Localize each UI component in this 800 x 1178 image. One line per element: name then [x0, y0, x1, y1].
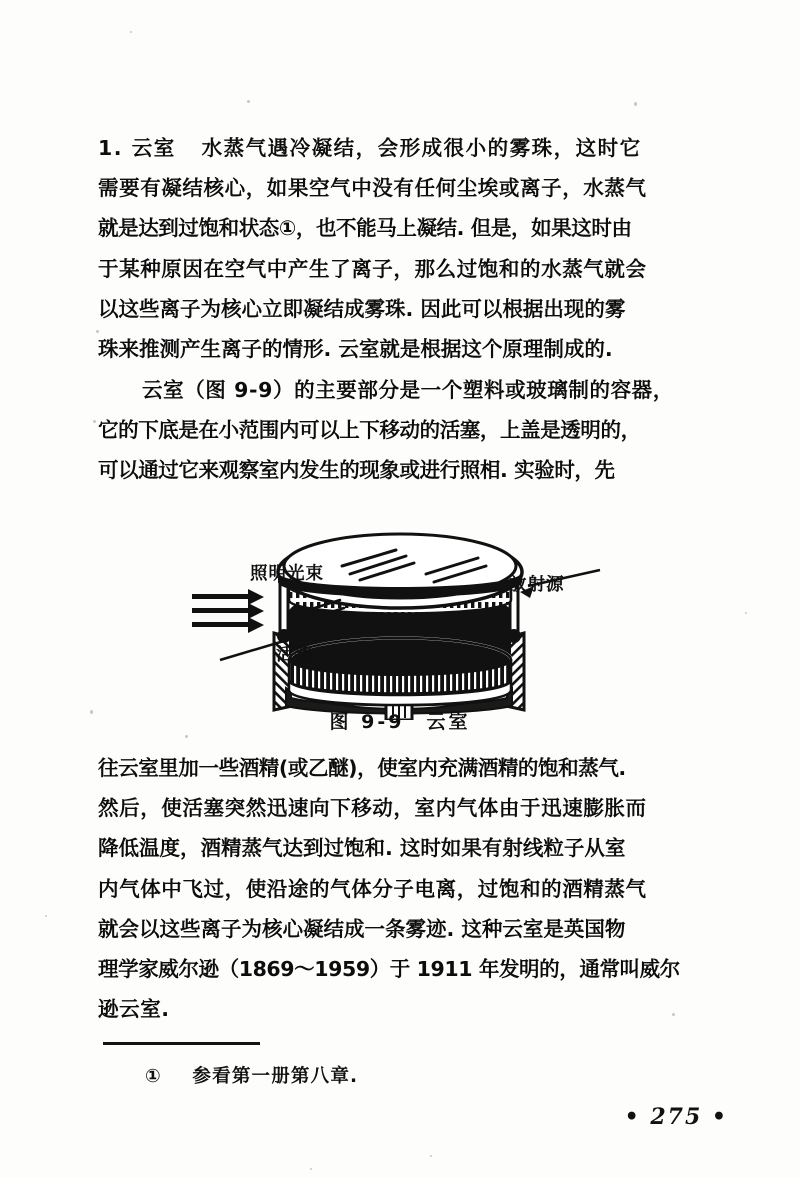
scan-speckle	[247, 100, 250, 103]
body-line: 珠来推测产生离子的情形. 云室就是根据这个原理制成的.	[98, 337, 613, 362]
cloud-chamber-figure	[0, 520, 800, 735]
body-line: 降低温度，酒精蒸气达到过饱和. 这时如果有射线粒子从室	[98, 836, 626, 861]
scan-speckle	[310, 1168, 312, 1170]
paragraph-cloud-chamber-structure	[98, 370, 714, 491]
body-line: 然后，使活塞突然迅速向下移动，室内气体由于迅速膨胀而	[98, 796, 647, 821]
body-line: 可以通过它来观察室内发生的现象或进行照相. 实验时，先	[98, 458, 615, 483]
scan-speckle	[93, 420, 96, 423]
scan-speckle	[634, 102, 637, 106]
figure-label-radiation-source: 放射源	[509, 575, 565, 595]
footnote-divider	[103, 1042, 260, 1045]
body-line: 云室（图 9-9）的主要部分是一个塑料或玻璃制的容器，	[142, 378, 674, 402]
body-line: 于某种原因在空气中产生了离子，那么过饱和的水蒸气就会	[98, 256, 647, 281]
figure-caption: 图 9-9 云室	[329, 711, 471, 733]
body-line: 以这些离子为核心立即凝结成雾珠. 因此可以根据出现的雾	[98, 296, 626, 321]
scan-speckle	[185, 735, 188, 738]
paragraph-cloud-chamber-operation	[98, 748, 714, 1029]
body-line: 需要有凝结核心，如果空气中没有任何尘埃或离子，水蒸气	[98, 176, 647, 201]
illumination-beam-arrows	[192, 589, 264, 633]
scan-speckle	[130, 31, 132, 33]
paragraph-cloud-chamber-principle	[98, 128, 714, 369]
body-line: 就会以这些离子为核心凝结成一条雾迹. 这种云室是英国物	[98, 916, 626, 941]
figure-label-piston: 活塞	[276, 645, 313, 665]
figure-label-illumination-beam: 照明光束	[250, 564, 324, 584]
body-line: 内气体中飞过，使沿途的气体分子电离，过饱和的酒精蒸气	[98, 876, 647, 901]
body-line: 就是达到过饱和状态①，也不能马上凝结. 但是，如果这时由	[98, 216, 632, 241]
body-line: 往云室里加一些酒精(或乙醚)，使室内充满酒精的饱和蒸气.	[98, 756, 626, 780]
body-line: 它的下底是在小范围内可以上下移动的活塞，上盖是透明的，	[98, 418, 641, 443]
cloud-chamber-illustration	[190, 520, 610, 720]
scan-speckle	[45, 915, 47, 917]
section-heading-line: 1. 云室 水蒸气遇冷凝结，会形成很小的雾珠，这时它	[98, 136, 642, 160]
scan-speckle	[430, 1155, 432, 1157]
page-number: • 275 •	[624, 1104, 728, 1130]
footnote-text: ① 参看第一册第八章.	[145, 1066, 359, 1087]
body-line: 逊云室.	[98, 997, 170, 1022]
body-line: 理学家威尔逊（1869～1959）于 1911 年发明的，通常叫威尔	[98, 957, 680, 982]
